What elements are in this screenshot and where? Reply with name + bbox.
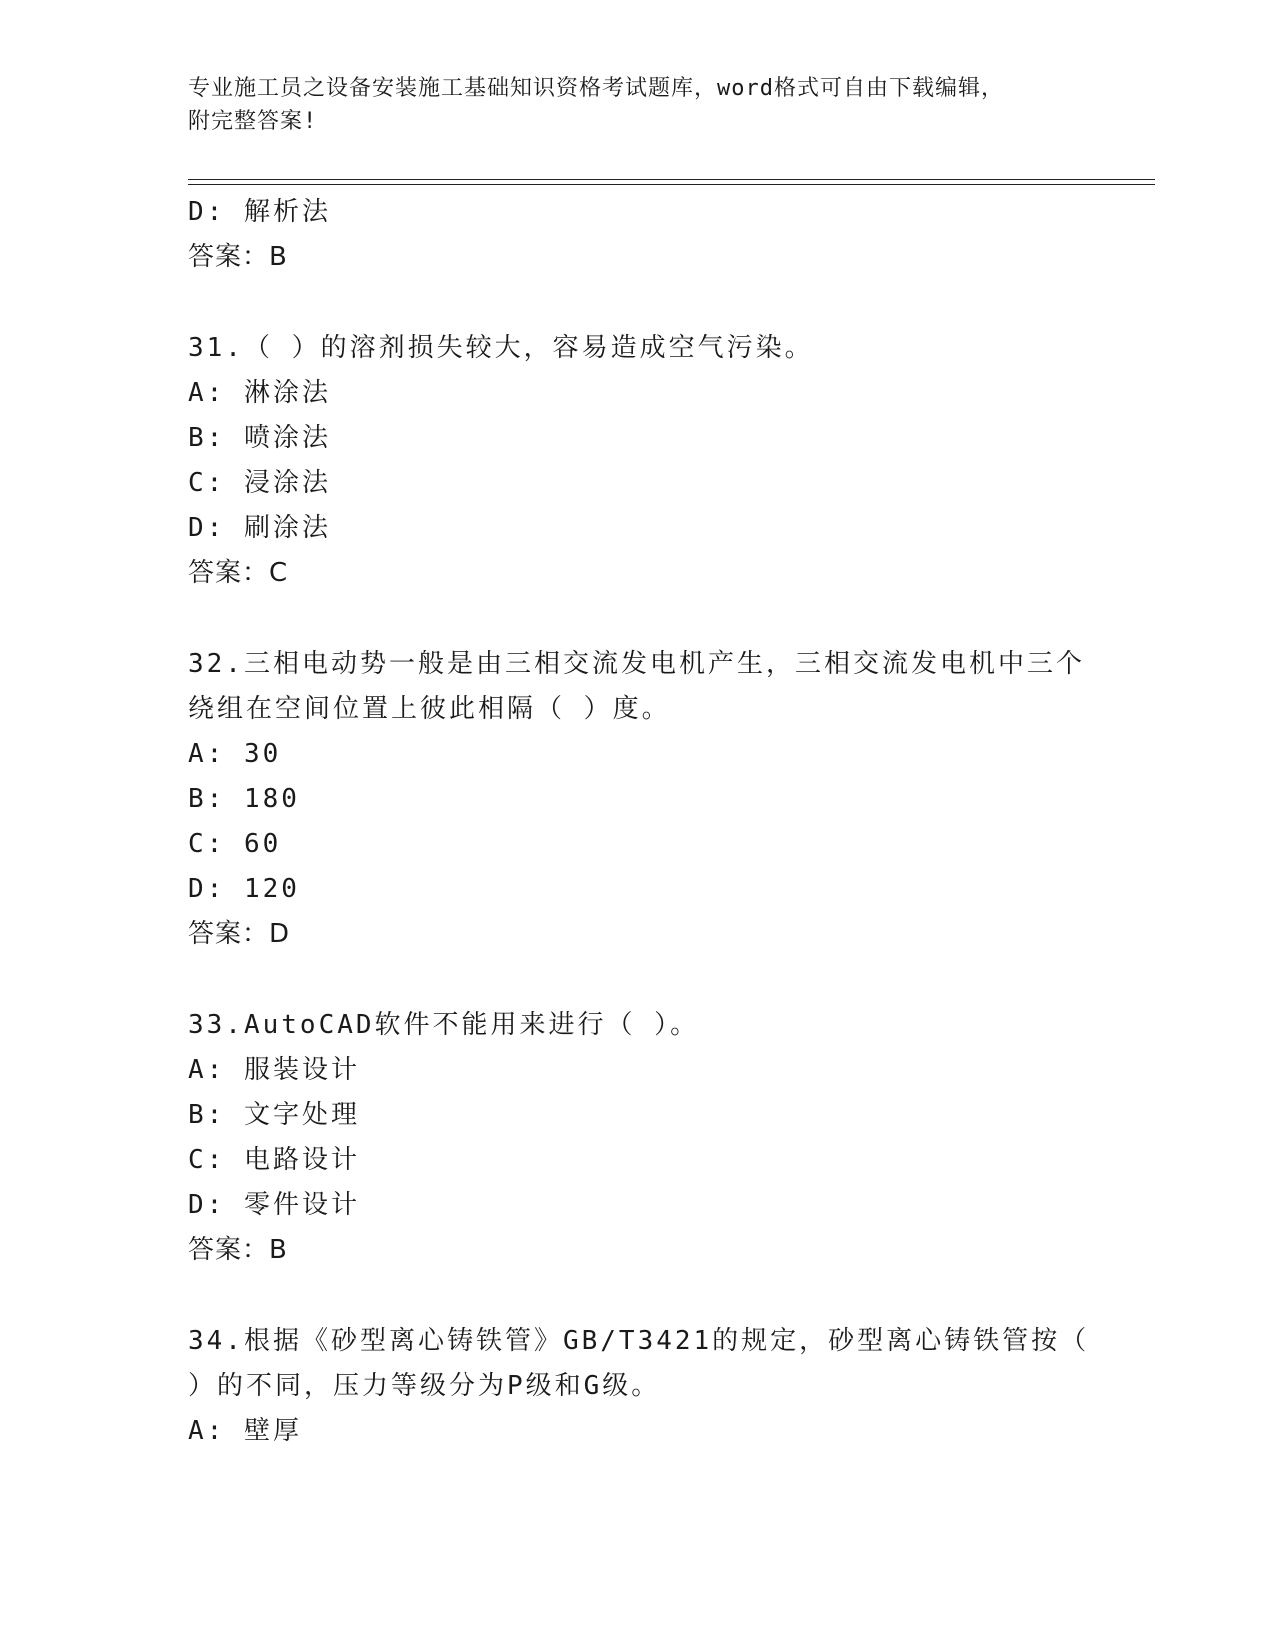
option-line: C: 60 [188,829,282,859]
option-line: A: 30 [188,739,282,769]
document-header [188,72,1088,138]
option-line: D: 120 [188,874,300,904]
option-line: B: 180 [188,784,300,814]
option-line: D: 解析法 [188,197,331,227]
question-34 [188,1319,1088,1454]
option-line: D: 刷涂法 [188,513,331,543]
header-line-2: 附完整答案! [188,109,318,134]
question-content [188,190,1088,1454]
question-stem-continued: ）的不同，压力等级分为P级和G级。 [188,1371,661,1401]
header-line-1: 专业施工员之设备安装施工基础知识资格考试题库，word格式可自由下载编辑， [188,76,1004,101]
option-line: D: 零件设计 [188,1190,360,1220]
option-line: B: 喷涂法 [188,423,331,453]
answer-line: 答案：D [188,919,291,949]
header-rule-bottom [188,184,1155,185]
question-31 [188,326,1088,596]
question-stem: 31.（ ）的溶剂损失较大，容易造成空气污染。 [188,333,814,363]
option-line: B: 文字处理 [188,1100,360,1130]
option-line: A: 淋涂法 [188,378,331,408]
question-stem-continued: 绕组在空间位置上彼此相隔（ ）度。 [188,694,671,724]
question-stem: 34.根据《砂型离心铸铁管》GB/T3421的规定，砂型离心铸铁管按（ [188,1326,1090,1356]
question-32 [188,642,1088,957]
question-33 [188,1003,1088,1273]
question-stem: 33.AutoCAD软件不能用来进行（ ）。 [188,1010,700,1040]
header-rule-top [188,179,1155,180]
answer-line: 答案：B [188,242,288,272]
option-line: A: 服装设计 [188,1055,360,1085]
option-line: C: 浸涂法 [188,468,331,498]
question-stem: 32.三相电动势一般是由三相交流发电机产生，三相交流发电机中三个 [188,649,1085,679]
option-line: A: 壁厚 [188,1416,302,1446]
answer-line: 答案：C [188,558,289,588]
answer-line: 答案：B [188,1235,288,1265]
option-line: C: 电路设计 [188,1145,360,1175]
